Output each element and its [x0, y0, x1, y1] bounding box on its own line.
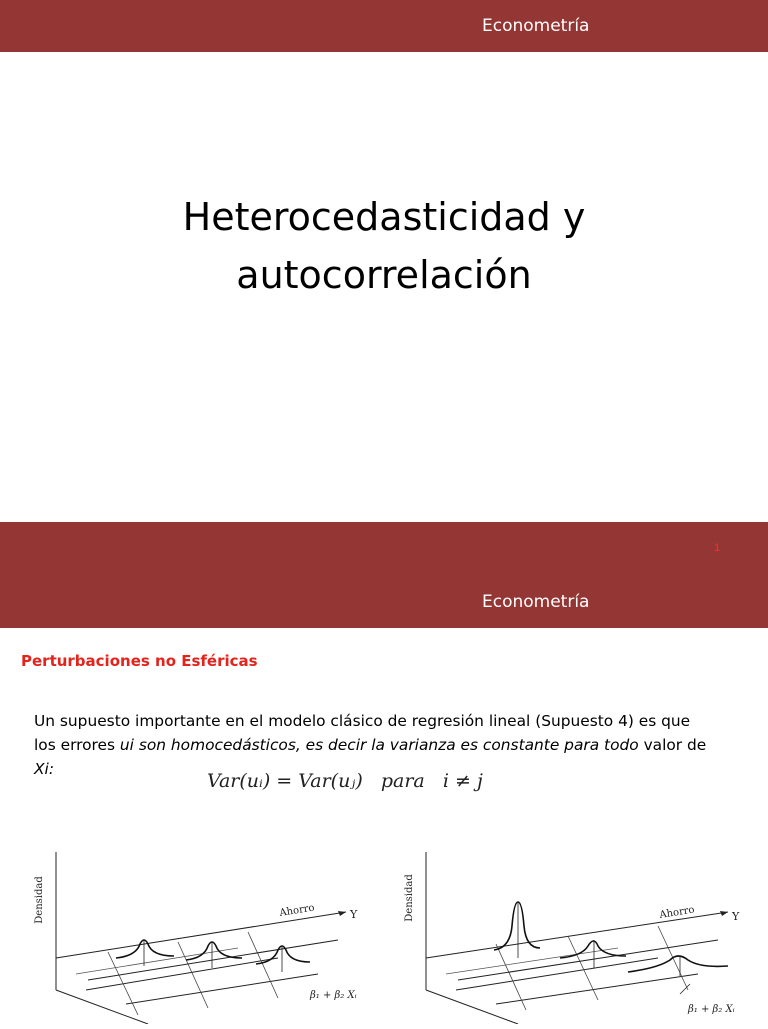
y-axis-label: Densidad [404, 874, 415, 922]
axis-letter: Y [732, 910, 740, 923]
axis-label: Ahorro [658, 904, 696, 921]
header-band-top [0, 0, 768, 52]
paragraph-italic: Xi: [34, 760, 55, 778]
section-heading: Perturbaciones no Esféricas [21, 652, 258, 670]
paragraph-text: valor de [638, 736, 707, 754]
homoscedastic-figure [28, 840, 368, 1029]
header-title: Econometría [482, 16, 590, 36]
slide-number: 1 [714, 542, 721, 554]
axis-label: Ahorro [278, 902, 316, 919]
slide-title-line-1: Heterocedasticidad y [182, 195, 586, 239]
axis-letter: Y [350, 908, 358, 921]
regression-line-label: β₁ + β₂ Xᵢ [310, 990, 357, 1001]
paragraph-text: Un supuesto importante en el modelo clásico de regresión lineal (Supuesto 4) es que los errores [34, 712, 691, 754]
paragraph-italic: ui son homocedásticos, es decir la varianza es constante para todo [119, 736, 639, 754]
slide-title-line-2: autocorrelación [236, 253, 532, 297]
regression-line-label: β₁ + β₂ Xᵢ [688, 1004, 735, 1015]
y-axis-label: Densidad [34, 876, 45, 924]
header-band-slide-2 [0, 522, 768, 628]
header-title: Econometría [482, 592, 590, 612]
slide-title [0, 188, 768, 304]
variance-formula: Var(uᵢ) = Var(uⱼ) para i ≠ j [207, 770, 483, 792]
heteroscedastic-figure [398, 840, 748, 1029]
